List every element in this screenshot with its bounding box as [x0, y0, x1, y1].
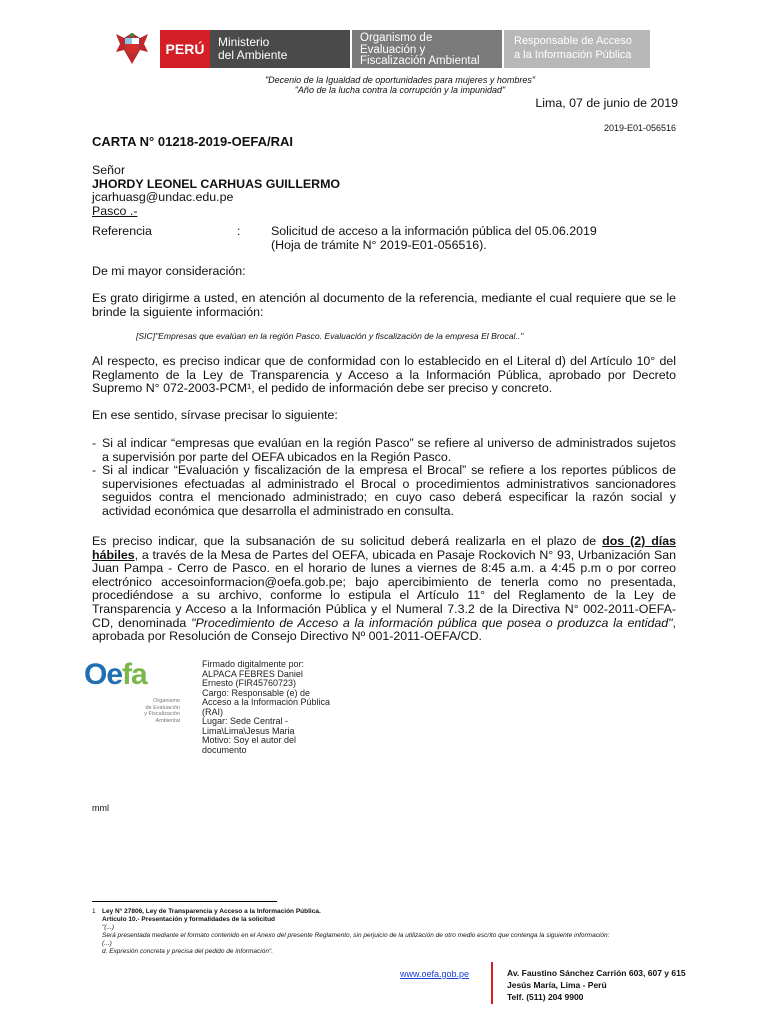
signature-line: Motivo: Soy el autor del [202, 735, 297, 745]
agency-line-1: Organismo de [360, 32, 433, 44]
footnote-line: Artículo 10.- Presentación y formalidades de la solicitud [102, 916, 276, 923]
footnote-line: Ley N° 27806, Ley de Transparencia y Acceso a la Información Pública. [102, 908, 321, 915]
signature-line: documento [202, 744, 247, 755]
bullet-dash: - [92, 436, 97, 450]
letter-title: CARTA N° 01218-2019-OEFA/RAI [92, 134, 293, 149]
footnote [102, 908, 672, 956]
reference-label: Referencia [92, 224, 152, 238]
agency-line-3: Fiscalización Ambiental [360, 55, 480, 67]
para4-part-c: , a través de la Mesa de Partes del OEFA, ubicada en Pasaje Rockovich N° 93, Urbanización San Juan Pampa - Cerro de Pasco. en el horario de lunes a viernes de 8:45 a.m. a 4:45 p.m o por correo electrónico accesoinformacion@oefa.gob.pe; bajo apercibimiento de tenerla como no presentada, procediéndose a su archivo, conforme lo estipula el Artículo 11° del Reglamento de la Ley de Transparencia y Acceso a la Información Pública y el Numeral 7.3.2 de la Directiva N° 002-2011-OEFA-CD, denominada [92, 547, 676, 630]
logo-sub-3: y Fiscalización [144, 711, 180, 717]
paragraph-2: Al respecto, es preciso indicar que de conformidad con lo establecido en el Literal d) del Artículo 10° del Reglamento de la Ley de Transparencia y Acceso a la Información Pública, aprobado por Decreto Supremo N° 072-2003-PCM¹, el pedido de información debe ser preciso y concreto. [92, 354, 676, 396]
footnote-line: Será presentada mediante el formato contenido en el Anexo del presente Reglamento, sin perjuicio de la utilización de otro medio escrito que contenga la siguiente información: [102, 932, 610, 939]
paragraph-1: Es grato dirigirme a usted, en atención al documento de la referencia, mediante el cual requiere que se le brinde la siguiente información: [92, 291, 676, 319]
logo-sub-1: Organismo [153, 698, 180, 704]
footer-address [507, 967, 686, 1003]
recipient-city: Pasco .- [92, 203, 138, 218]
oefa-logo-subtitle [120, 698, 180, 724]
logo-sub-2: de Evaluación [145, 704, 180, 711]
digital-signature [202, 660, 330, 755]
signature-line: Firmado digitalmente por: [202, 659, 305, 669]
recipient-name: JHORDY LEONEL CARHUAS GUILLERMO [92, 176, 341, 191]
bullet-text: Si al indicar “empresas que evalúan en la región Pasco” se refiere al universo de administrados sujetos a supervisión por parte del OEFA ubicados en la Región Pasco. [102, 436, 676, 464]
oefa-logo [84, 660, 184, 690]
list-item [92, 464, 676, 518]
ministry-badge [210, 30, 350, 68]
ministry-line-1: Ministerio [218, 35, 270, 49]
reference-detail [271, 225, 597, 252]
deadline-emphasis: dos (2) días hábiles [92, 534, 676, 562]
footnote-mark: 1 [92, 908, 96, 915]
recipient-email: jcarhuasg@undac.edu.pe [92, 190, 234, 205]
para4-part-e: , aprobada por Resolución de Consejo Directivo Nº 001-2011-OEFA/CD. [92, 615, 676, 644]
office-line-2: a la Información Pública [514, 49, 632, 61]
wordmark-part: Oe [84, 658, 123, 691]
address-line: Jesús María, Lima - Perú [507, 980, 607, 990]
signature-line: Cargo: Responsable (e) de [202, 687, 311, 698]
office-badge [504, 30, 650, 68]
bullet-text: Si al indicar “Evaluación y fiscalización de la empresa el Brocal” se refiere a los reportes públicos de supervisiones efectuadas al administrado el Brocal o procedimientos administrativos sancionadores seguidos contra el mencionado administrado; en cuyo caso deberá especificar la razón social y actividad económica que desarrolla el administrado en consulta. [102, 463, 676, 518]
greeting: De mi mayor consideración: [92, 264, 246, 278]
address-line: Av. Faustino Sánchez Carrión 603, 607 y 615 [507, 968, 686, 978]
paragraph-3: En ese sentido, sírvase precisar lo siguiente: [92, 408, 338, 422]
website-link[interactable]: www.oefa.gob.pe [400, 969, 470, 979]
para4-part-a: Es preciso indicar, que la subsanación de su solicitud deberá realizarla en el plazo de [92, 534, 603, 548]
footnote-line: d. Expresión concreta y precisa del pedido de información". [102, 948, 274, 955]
footer-divider [491, 962, 493, 1004]
agency-badge [352, 30, 502, 68]
ministry-line-2: del Ambiente [218, 48, 288, 62]
signature-line: Ernesto (FIR45760723) [202, 678, 297, 688]
reference-line-2: (Hoja de trámite N° 2019-E01-056516). [271, 237, 487, 252]
directive-title: "Procedimiento de Acceso a la información pública que posea o produzca la entidad" [191, 615, 673, 630]
logo-sub-4: Ambiental [155, 717, 180, 724]
signature-line: (RAI) [202, 706, 223, 717]
office-line-1: Responsable de Acceso [514, 35, 633, 47]
paragraph-4 [92, 535, 676, 644]
wordmark-part: fa [122, 658, 147, 691]
agency-line-2: Evaluación y [360, 43, 426, 56]
signature-line: Lugar: Sede Central - [202, 716, 289, 726]
signature-line: ALPACA FEBRES Daniel [202, 668, 303, 679]
address-line: Telf. (511) 204 9900 [507, 992, 584, 1002]
oefa-wordmark [84, 660, 184, 690]
bullet-list [92, 437, 676, 519]
peru-badge: PERÚ [160, 30, 210, 68]
signature-line: Lima\Lima\Jesus Maria [202, 725, 295, 736]
coat-of-arms-icon [110, 30, 154, 68]
reference-code: 2019-E01-056516 [603, 123, 676, 133]
slogan-2: "Año de la lucha contra la corrupción y la impunidad" [294, 85, 506, 95]
recipient-block [92, 164, 340, 218]
salutation: Señor [92, 163, 126, 177]
reference-line-1: Solicitud de acceso a la información pública del 05.06.2019 [271, 224, 597, 238]
footnote-line: (...) [102, 940, 112, 947]
quoted-request: [SIC]"Empresas que evalúan en la región Pasco. Evaluación y fiscalización de la empresa El Brocal.." [136, 331, 524, 341]
slogan-1: "Decenio de la Igualdad de oportunidades para mujeres y hombres" [264, 75, 536, 85]
footnote-line: "(...) [102, 924, 115, 931]
list-item [92, 437, 676, 464]
bullet-dash: - [92, 463, 97, 478]
letter-date: Lima, 07 de junio de 2019 [535, 96, 678, 110]
slogans [150, 75, 650, 95]
reference-colon: : [237, 224, 241, 238]
footnote-rule [92, 901, 277, 902]
signature-line: Acceso a la Información Pública [202, 697, 331, 707]
letterhead [110, 30, 650, 68]
typist-initials: mml [92, 803, 109, 813]
